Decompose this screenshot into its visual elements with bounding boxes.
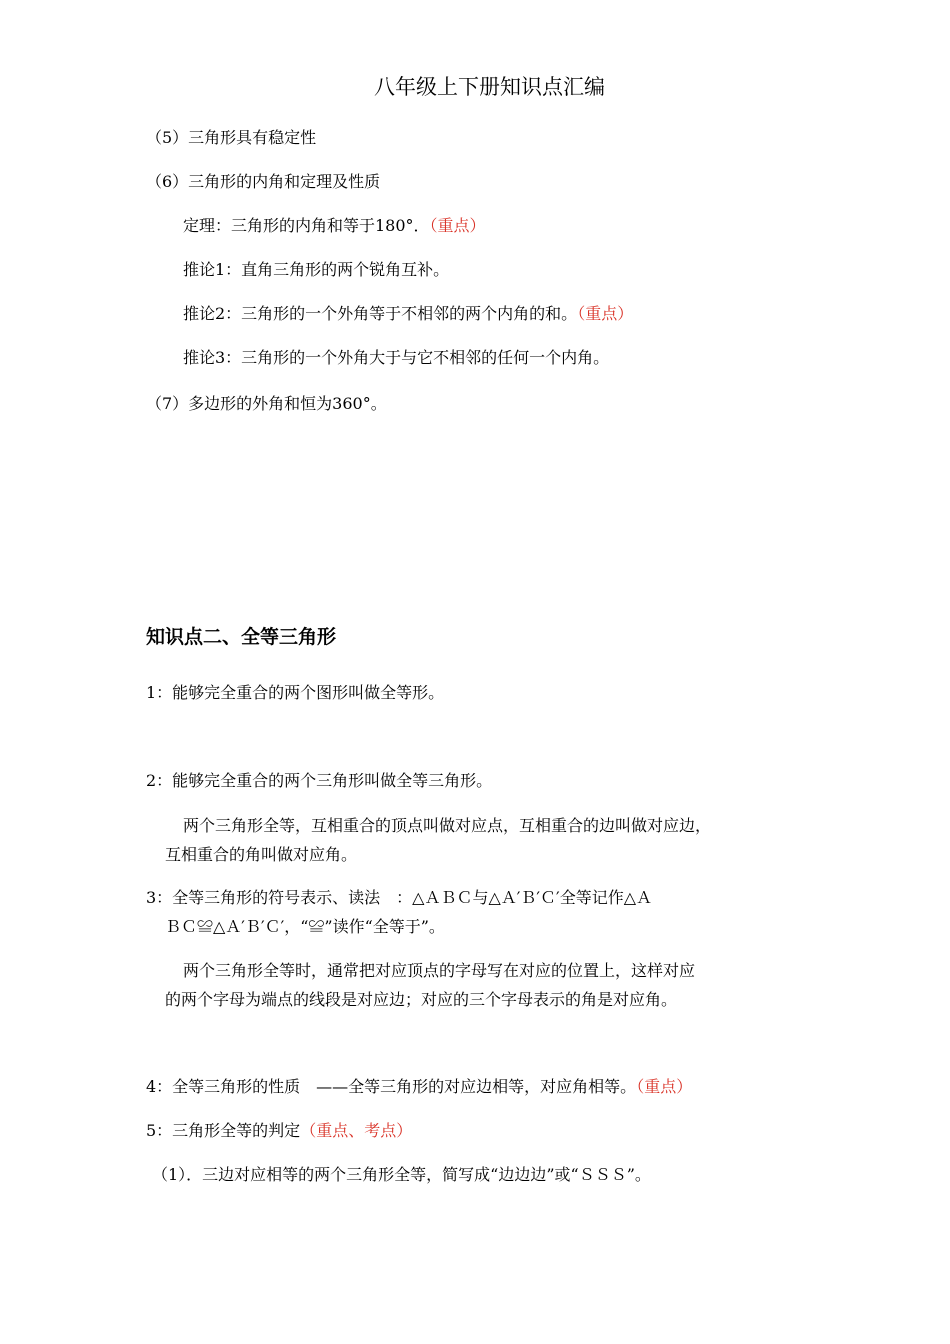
item-5: （5）三角形具有稳定性	[146, 128, 317, 147]
point-2: 2：能够完全重合的两个三角形叫做全等三角形。	[146, 771, 493, 790]
theorem-line	[183, 216, 486, 236]
theorem-text: 定理：三角形的内角和等于180°．	[183, 216, 430, 235]
point-1: 1：能够完全重合的两个图形叫做全等形。	[146, 683, 445, 702]
document-title: 八年级上下册知识点汇编	[374, 75, 605, 99]
point-3-detail-line-2: 的两个字母为端点的线段是对应边；对应的三个字母表示的角是对应角。	[165, 990, 678, 1009]
point-3-line-2: ＢＣ≌△Ａ′Ｂ′Ｃ′，“≌”读作“全等于”。	[165, 917, 445, 936]
point-2-detail-line-2: 互相重合的角叫做对应角。	[165, 845, 358, 864]
corollary-2-text: 推论2：三角形的一个外角等于不相邻的两个内角的和。	[183, 304, 578, 323]
key-point-tag: （重点）	[429, 216, 486, 235]
corollary-2-line	[183, 304, 633, 324]
point-3-detail-line-1: 两个三角形全等时，通常把对应顶点的字母写在对应的位置上，这样对应	[183, 961, 696, 980]
point-3-line-1: 3：全等三角形的符号表示、读法 ：△ＡＢＣ与△Ａ′Ｂ′Ｃ′全等记作△Ａ	[146, 888, 652, 907]
key-point-tag: （重点）	[577, 304, 634, 323]
corollary-3: 推论3：三角形的一个外角大于与它不相邻的任何一个内角。	[183, 348, 610, 367]
point-4-text: 4：全等三角形的性质 ——全等三角形的对应边相等，对应角相等。	[146, 1077, 637, 1096]
point-4-line	[146, 1077, 692, 1097]
corollary-1: 推论1：直角三角形的两个锐角互补。	[183, 260, 450, 279]
item-7: （7）多边形的外角和恒为360°。	[146, 394, 387, 413]
section-heading: 知识点二、全等三角形	[146, 626, 337, 648]
point-5-text: 5：三角形全等的判定	[146, 1121, 301, 1140]
point-5-item-1: （1）．三边对应相等的两个三角形全等，简写成“边边边”或“ＳＳＳ”。	[152, 1165, 651, 1184]
point-5-line	[146, 1121, 412, 1141]
item-6: （6）三角形的内角和定理及性质	[146, 172, 381, 191]
key-point-tag: （重点）	[636, 1077, 693, 1096]
key-exam-point-tag: （重点、考点）	[300, 1121, 413, 1140]
point-2-detail-line-1: 两个三角形全等，互相重合的顶点叫做对应点，互相重合的边叫做对应边，	[183, 816, 712, 835]
